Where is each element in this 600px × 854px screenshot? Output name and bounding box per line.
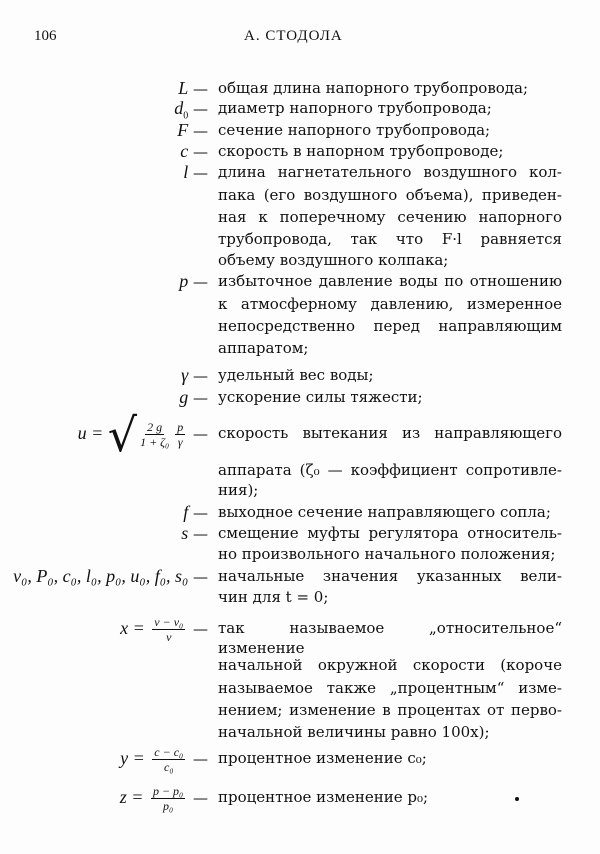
symbol-name: g [179,387,189,407]
em-dash: — [188,80,208,98]
definition-text-line: удельный вес воды; [218,366,374,384]
denominator: γ [177,435,183,450]
definition-text-line: объему воздушного колпака; [218,251,449,269]
denominator: 1 + ζ₀ [140,435,170,450]
symbol-name: L [178,78,189,98]
definition-text-line: начальной окружной скорости (короче [218,656,562,674]
em-dash: — [188,504,208,522]
definition-text-line: ния); [218,481,259,499]
em-dash: — [188,568,208,586]
definition-symbol [181,523,208,543]
definition-text-line: аппарата (ζ₀ — коэффициент сопротивле- [218,461,562,479]
numerator: p − p₀ [152,784,184,799]
definition-text-line: начальной величины равно 100x); [218,723,490,741]
numerator: 2 g [147,420,163,435]
page-number: 106 [34,28,57,44]
symbol-name: d [174,98,184,118]
definition-symbol [13,566,208,586]
numerator: c − c₀ [154,745,184,760]
em-dash: — [188,143,208,161]
definition-text-line: скорость в напорном трубопроводе; [218,142,504,160]
symbol-name: f [183,502,189,522]
definition-text-line: но произвольного начального положения; [218,545,556,563]
formula-lhs: z = [119,787,148,807]
running-title: А. СТОДОЛА [244,28,343,44]
symbol-name: γ [181,365,189,385]
denominator: v [166,630,172,645]
definition-symbol [179,271,208,291]
definition-text-line: к атмосферному давлению, измеренное [218,295,562,313]
em-dash: — [188,789,208,807]
em-dash: — [188,164,208,182]
symbol-name: c [180,141,189,161]
definition-symbol [120,743,208,773]
em-dash: — [188,750,208,768]
definition-text-line: начальные значения указанных вели- [218,567,562,585]
em-dash: — [188,122,208,140]
definition-text-line: процентное изменение c₀; [218,749,427,767]
definition-text-line: пака (его воздушного объема), приведен- [218,186,562,204]
definition-symbol [178,78,208,98]
definition-text-line: непосредственно перед направляющим [218,317,562,335]
definition-symbol [77,407,208,462]
definition-text-line: чин для t = 0; [218,588,329,606]
definition-text-line: процентное изменение p₀; [218,788,429,806]
definition-text-line: скорость вытекания из направляющего [218,424,562,442]
definition-symbol [120,782,208,812]
formula-lhs: u = [77,423,108,443]
definition-text-line: общая длина напорного трубопровода; [218,79,529,97]
em-dash: — [188,389,208,407]
symbol-subscript: 0 [183,110,189,122]
definition-text-line: длина нагнетательного воздушного кол- [218,163,562,181]
definition-text-line: ная к поперечному сечению напорного [218,208,562,226]
fraction [151,784,185,813]
symbol-name: v₀, P₀, c₀, l₀, p₀, u₀, f₀, s₀ [13,566,189,586]
symbol-name: s [181,523,189,543]
definition-symbol [180,141,208,161]
definition-text-line: трубопровода, так что F·l равняется [218,230,562,248]
denominator: p₀ [162,799,174,814]
definition-text-line: смещение муфты регулятора относитель- [218,524,562,542]
numerator: v − v₀ [154,615,184,630]
fraction [140,420,169,449]
definition-symbol [174,98,208,122]
em-dash: — [188,100,208,118]
em-dash: — [188,273,208,291]
definition-text-line: так называемое „относительное“ изменение [218,619,562,657]
em-dash: — [188,367,208,385]
definition-text-line: нением; изменение в процентах от перво- [218,701,562,719]
definition-text-line: выходное сечение направляющего сопла; [218,503,551,521]
em-dash: — [188,525,208,543]
definition-symbol [183,162,208,182]
denominator: c₀ [164,760,174,775]
definition-text-line: диаметр напорного трубопровода; [218,99,492,117]
numerator: p [177,420,184,435]
definition-symbol [179,387,208,407]
definition-text-line: называемое также „процентным“ изме- [218,679,562,697]
definition-symbol [177,120,208,140]
definition-text-line: избыточное давление воды по отношению [218,272,562,290]
fraction [175,420,185,449]
symbol-name: p [179,271,189,291]
definition-symbol [120,613,208,643]
print-speck [515,797,519,801]
symbol-name: l [183,162,189,182]
em-dash: — [188,425,208,443]
definition-text-line: ускорение силы тяжести; [218,388,423,406]
em-dash: — [188,620,208,638]
definition-text-line: сечение напорного трубопровода; [218,121,491,139]
definition-text-line: аппаратом; [218,339,309,357]
radical-sign: √ [107,407,138,462]
definition-symbol [181,365,208,385]
formula-lhs: y = [120,748,150,768]
definition-symbol [183,502,208,522]
fraction [152,615,185,644]
formula-lhs: x = [120,618,150,638]
fraction [152,745,185,774]
symbol-name: F [177,120,189,140]
